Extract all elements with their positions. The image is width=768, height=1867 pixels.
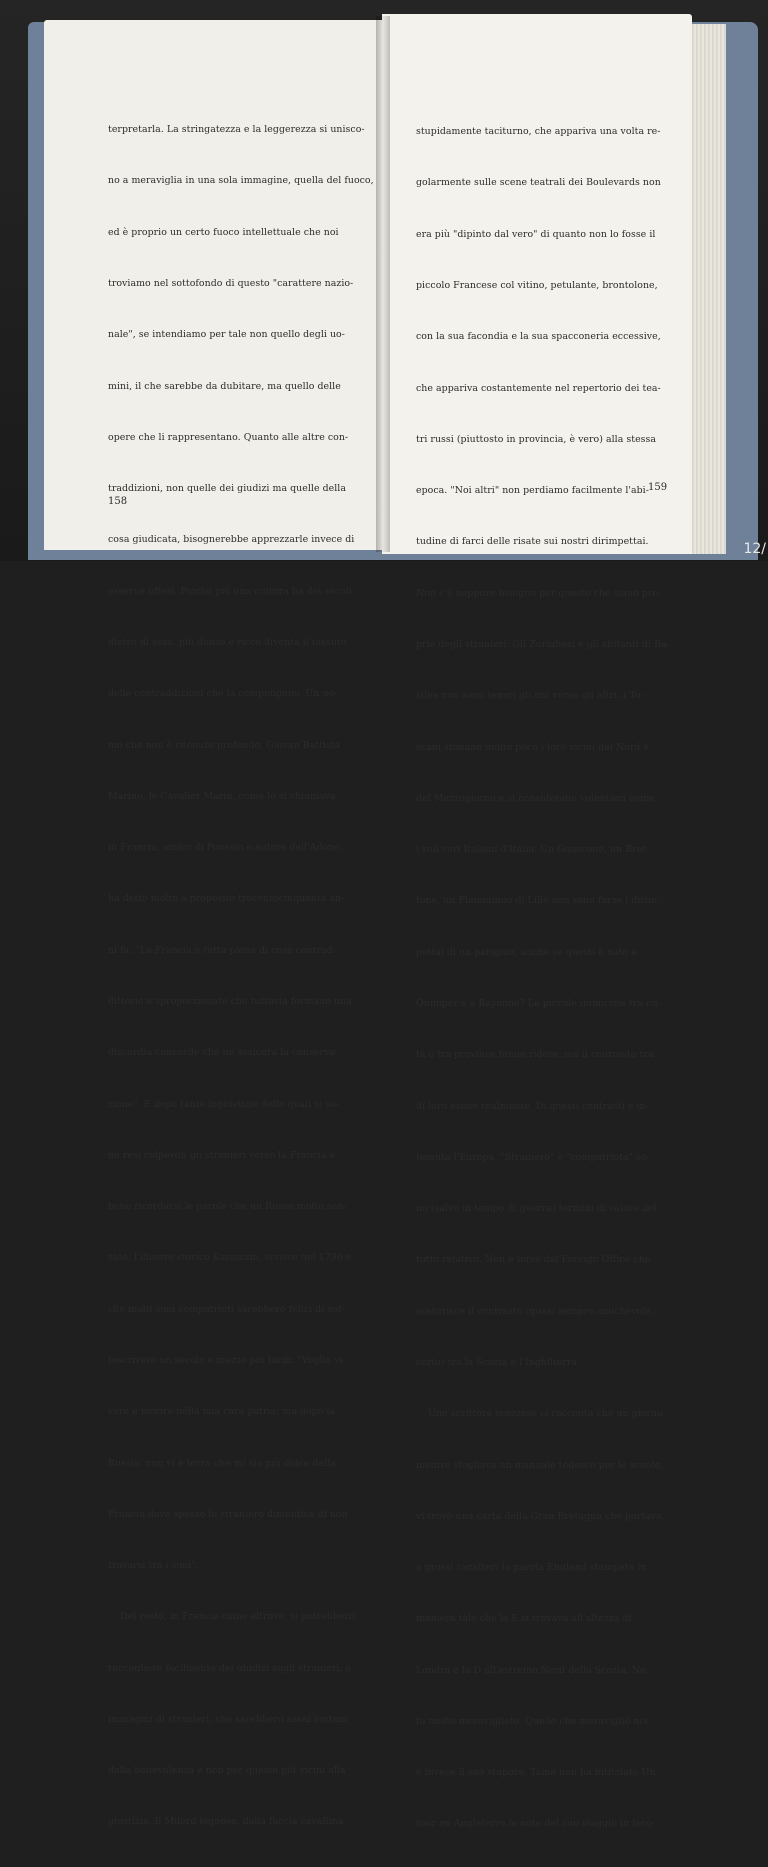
text-line: Del resto, in Francia come altrove, si potrebbero — [108, 1611, 355, 1623]
text-line: delle contraddizioni che la compongono. Un uo- — [108, 688, 338, 700]
page-number: 159 — [648, 482, 668, 493]
right-page-text — [416, 89, 670, 1867]
text-line: del Mezzogiorno e si considerano volentieri come — [416, 792, 655, 804]
text-line: bene ricordarsi le parole che un Russo molto sen- — [108, 1201, 347, 1213]
text-line: fu molto meravigliato. Quello che meravigliò noi — [416, 1715, 649, 1727]
text-line: terpretarla. La stringatezza e la leggerezza si unisco- — [108, 124, 365, 136]
text-line: tri russi (piuttosto in provincia, è vero) alla stessa — [416, 433, 657, 445]
left-page-text — [108, 87, 374, 1865]
text-line: mentre sfogliava un manuale tedesco per le scuole, — [416, 1459, 664, 1471]
text-line: no (salvo in tempo di guerra) termini di valore del — [416, 1203, 657, 1215]
text-line: troviamo nel sottofondo di questo "carattere nazio- — [108, 278, 354, 290]
text-line: a grossi caratteri la parola England stampata in — [416, 1562, 647, 1574]
text-line: prio degli stranieri. Gli Zurighesi e gli abitanti di Ba- — [416, 639, 670, 650]
text-line: raccogliere facilmente dei giudizi sugli stranieri, o — [108, 1662, 352, 1674]
text-line: cosa giudicata, bisognerebbe apprezzarle invece di — [108, 534, 355, 546]
text-line: i soli veri Italiani d'Italia. Un Guascone, un Bret- — [416, 844, 650, 856]
text-line: tone, un Fiammingo di Lille non sono forse i dirim- — [416, 895, 661, 907]
text-line: sato, l'illustre storico Karamzin, scrisse nel 1790 e — [108, 1252, 352, 1264]
text-line: in Francia, amico di Poussin e autore dell'Adone, — [108, 842, 344, 854]
text-line: toscrivere un secolo e mezzo più tardi: "Voglio vi- — [108, 1354, 346, 1366]
text-line: trovarsi tra i suoi". — [108, 1560, 199, 1572]
page-number: 158 — [108, 496, 128, 507]
text-line: piccolo Francese col vitino, petulante, brontolone, — [416, 280, 658, 292]
text-line: vere e morire nella mia cara patria; ma dopo la — [108, 1406, 336, 1418]
text-line: dittorie e sproporzionate che tuttavia formano una — [108, 995, 352, 1007]
text-line: scaturisce il contrasto (quasi sempre amichevole, — [416, 1305, 655, 1317]
text-line: Uno scrittore scozzese ci racconta che un giorno, — [416, 1408, 666, 1420]
text-line: scani stimano molto poco i loro vicini del Nord e — [416, 741, 649, 753]
text-line: traddizioni, non quelle dei giudizi ma quelle della — [108, 483, 346, 495]
text-line: tutto relativo. Non è forse dal Foreign Office che — [416, 1254, 651, 1266]
text-line: zione". E dopo tante ingiustizie delle quali si so- — [108, 1098, 339, 1110]
book-gutter — [376, 16, 390, 552]
text-line: dalla benevolenza e non per questo più vicini alla — [108, 1765, 346, 1777]
text-line: che molti suoi compatrioti sarebbero felici di sot- — [108, 1303, 345, 1315]
text-line: ha detto molto a proposito trecentocinquanta an- — [108, 893, 345, 905]
text-line: ed è proprio un certo fuoco intellettuale che noi — [108, 226, 339, 238]
text-line: ni fa: "La Francia è tutta piena di cose contrad- — [108, 944, 336, 956]
text-line: tour en Angleterre le note del suo viaggio in Isco- — [416, 1818, 655, 1830]
text-line: nale", se intendiamo per tale non quello degli uo- — [108, 329, 345, 341]
text-line: discordia concorde che ne assicura la conserva- — [108, 1047, 339, 1059]
text-line: che appariva costantemente nel repertorio dei tea- — [416, 382, 661, 394]
text-line: golarmente sulle scene teatrali dei Boulevards non — [416, 177, 661, 189]
text-line: di loro esiste realmente. Di questi contrasti è in- — [416, 1100, 649, 1112]
text-line: Londra e la D all'estremo Nord della Scozia. Ne — [416, 1664, 646, 1676]
text-line: Quimper o a Bayonne? Le piccole inimicizie tra cit- — [416, 997, 662, 1009]
text-line: certo) tra la Scozia e l'Inghilterra. — [416, 1356, 581, 1368]
text-line: è invece il suo stupore. Taine non ha intitolato Un — [416, 1767, 656, 1779]
page-edges — [690, 24, 726, 554]
text-line: dietro di essa, più denso e ricco diventa il tessuto — [108, 637, 347, 648]
text-line: con la sua facondia e la sua spacconeria eccessive, — [416, 331, 661, 343]
text-line: no resi colpevoli gli stranieri verso la Francia è — [108, 1149, 336, 1161]
text-line: silea non sono teneri gli uni verso gli altri; i To- — [416, 690, 644, 702]
text-line: tà o tra province fanno ridere, ma il contrasto tra — [416, 1049, 654, 1061]
text-line: opere che li rappresentano. Quanto alle altre con- — [108, 431, 349, 443]
text-line: immagini di stranieri, che sarebbero assai lontani — [108, 1713, 348, 1725]
text-line: era più "dipinto dal vero" di quanto non lo fosse il — [416, 228, 656, 240]
text-line: Francia dove spesso lo straniero dimentica di non — [108, 1508, 348, 1520]
text-line: esserne offesi. Poiché più una cultura ha dei secoli — [108, 585, 352, 597]
text-line: tessuta l'Europa. "Straniero" e "compatriota" so- — [416, 1151, 650, 1163]
text-line: stupidamente taciturno, che appariva una volta re- — [416, 126, 661, 138]
text-line: epoca. "Noi altri" non perdiamo facilmente l'abi- — [416, 485, 649, 497]
text-line: tudine di farci delle risate sui nostri dirimpettai. — [416, 536, 649, 548]
text-line: Russia, non vi è terra che mi sia più dolce della — [108, 1457, 336, 1469]
text-line: mini, il che sarebbe da dubitare, ma quello delle — [108, 380, 341, 392]
text-line: giustizia. Il Milord legnoso, dalla faccia cavallina, — [108, 1816, 347, 1828]
text-line: maniera tale che la E si trovava all'altezza di — [416, 1613, 632, 1625]
left-page — [44, 20, 387, 1828]
text-line: Marino, le Cavalier Marin, come lo si chiamava — [108, 790, 336, 802]
text-line: mo che non è ritenuto profondo, Giovan Battista — [108, 739, 341, 751]
text-line: pettai di un parigino, anche se questi è nato a — [416, 946, 637, 958]
image-counter: 12/ — [743, 541, 766, 557]
text-line: Non c'è neppure bisogno per questo che siano pro- — [416, 587, 662, 599]
text-line: no a meraviglia in una sola immagine, quella del fuoco, — [108, 175, 374, 187]
right-page — [382, 14, 692, 1830]
text-line: vi trovò una carta della Gran Bretagna che portava — [416, 1510, 662, 1522]
